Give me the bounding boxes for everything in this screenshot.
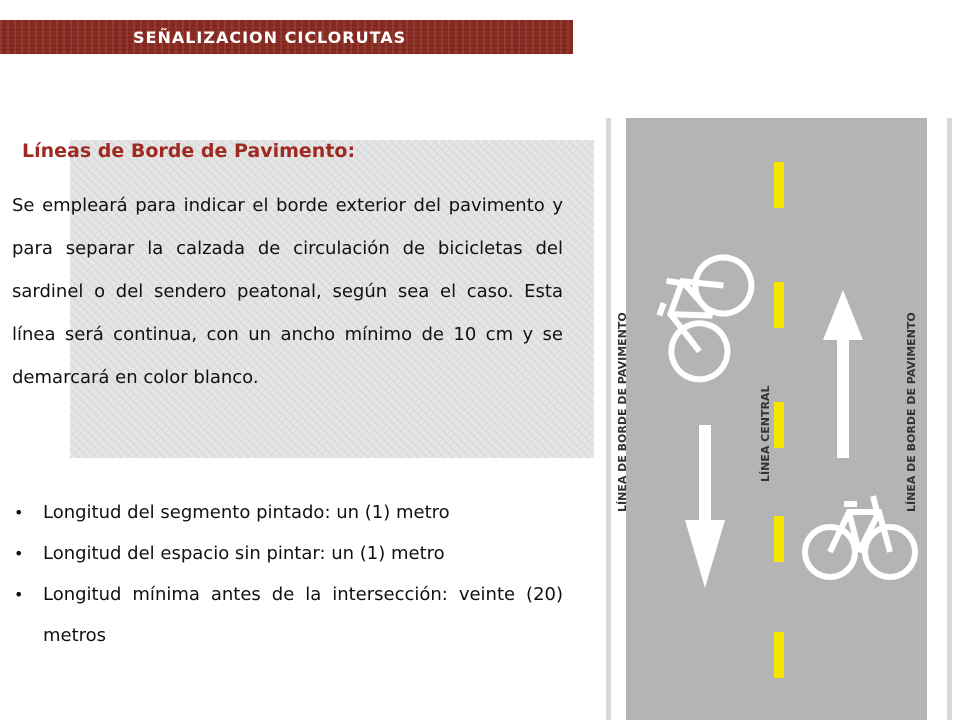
- bullet-item-intersection: • Longitud mínima antes de la intersección: veinte (20) metros: [12, 574, 563, 656]
- right-edge-label: LÍNEA DE BORDE DE PAVIMENTO: [905, 312, 918, 512]
- description-paragraph: Se empleará para indicar el borde exterior del pavimento y para separar la calzada de circulación de bicicletas del sardinel o del sendero peatonal, según sea el caso. Esta línea será continua, con un ancho mínimo de 10 cm y se demarcará en color blanco.: [12, 195, 563, 388]
- center-line-label: LÍNEA CENTRAL: [759, 385, 772, 482]
- bike-lane-diagram: [597, 110, 960, 720]
- bullet-item-segment: • Longitud del segmento pintado: un (1) metro: [12, 492, 563, 533]
- title-banner: [0, 20, 573, 54]
- right-edge-line: [933, 118, 946, 720]
- section-heading: Líneas de Borde de Pavimento:: [22, 140, 356, 162]
- left-edge-label: LÍNEA DE BORDE DE PAVIMENTO: [616, 312, 629, 512]
- banner-title: SEÑALIZACION CICLORUTAS: [133, 28, 407, 47]
- bullet-item-gap: • Longitud del espacio sin pintar: un (1) metro: [12, 533, 563, 574]
- pavement: [617, 118, 927, 720]
- bullet-list: [12, 492, 563, 656]
